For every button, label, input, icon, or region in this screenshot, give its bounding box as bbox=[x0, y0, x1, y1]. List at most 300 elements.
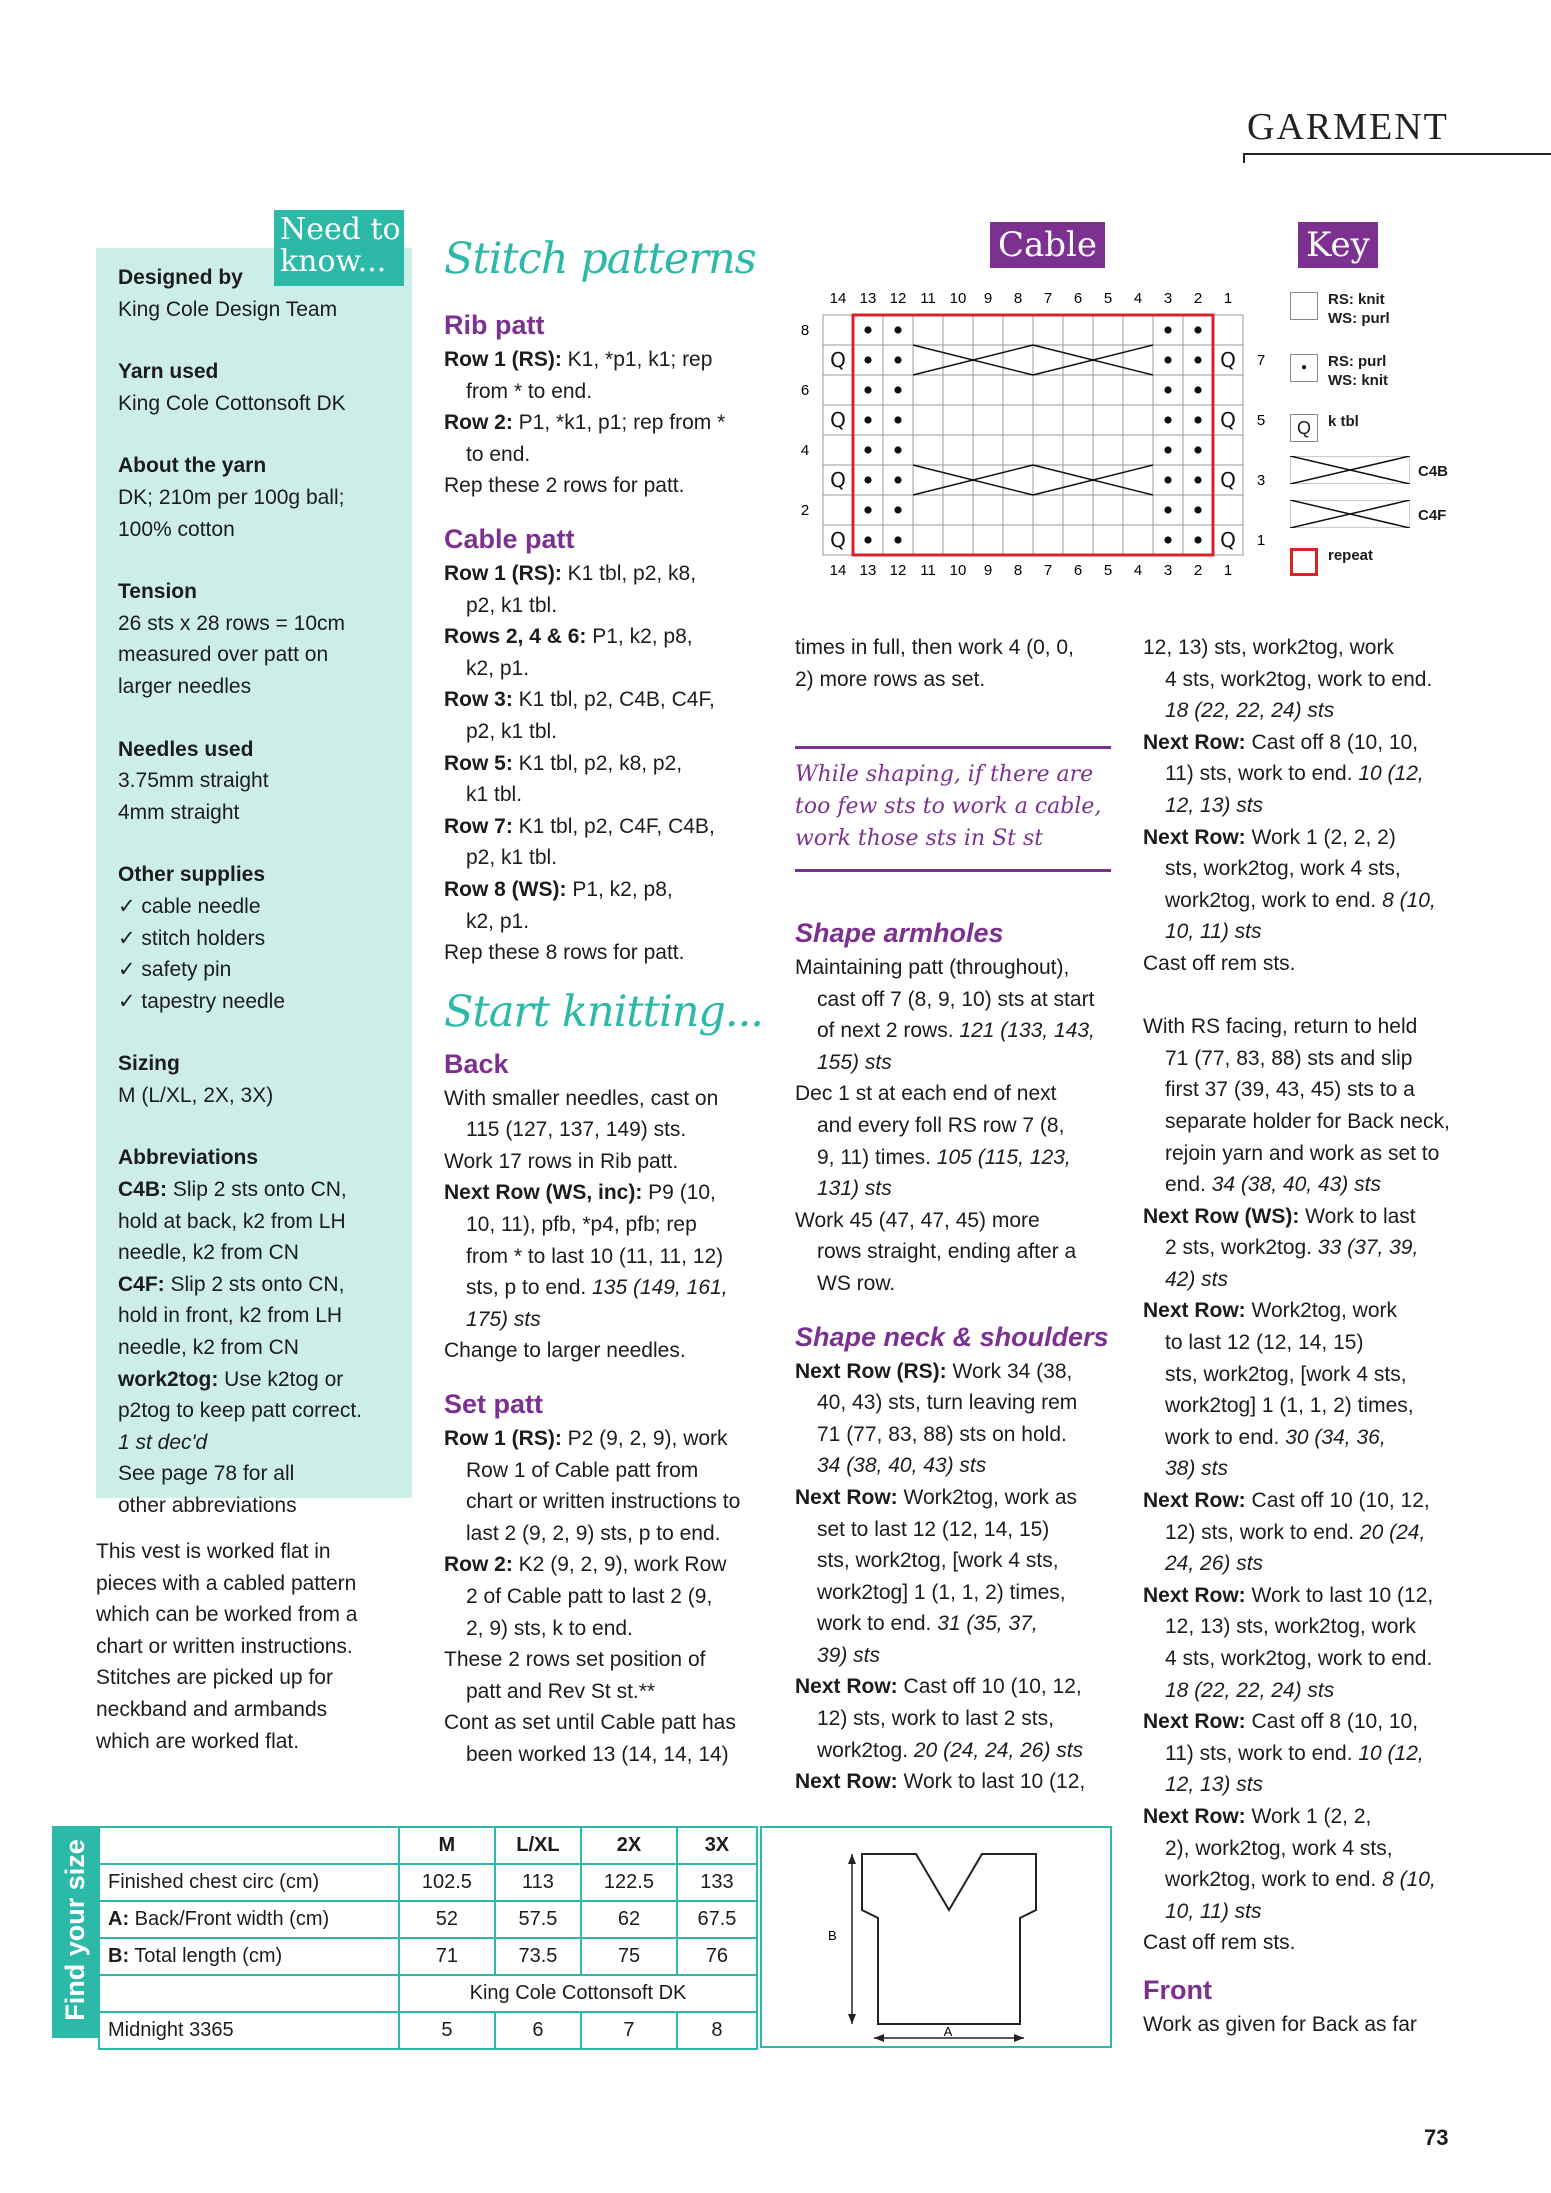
instruction-text: rejoin yarn and work as set to bbox=[1165, 1141, 1440, 1165]
chart-cell bbox=[823, 375, 853, 405]
row-label: Next Row: bbox=[1143, 1489, 1246, 1513]
instruction-text: With RS facing, return to held bbox=[1143, 1015, 1418, 1039]
abbr-c4f-label: C4F: bbox=[118, 1272, 165, 1296]
schematic-b-label: B bbox=[828, 1928, 837, 1943]
column-number: 9 bbox=[983, 562, 993, 579]
instruction-text: Work 1 (2, 2, bbox=[1245, 1804, 1372, 1828]
key-item bbox=[1290, 350, 1450, 390]
instruction-text: 71 (77, 83, 88) sts on hold. bbox=[817, 1422, 1067, 1446]
abbr-note: 1 st dec'd bbox=[118, 1430, 208, 1454]
key-text: C4F bbox=[1418, 507, 1447, 524]
pattern-paragraph bbox=[444, 1177, 779, 1335]
stitch-count: 10, 11) sts bbox=[1165, 920, 1262, 944]
purl-dot-icon bbox=[864, 446, 871, 453]
column-2 bbox=[444, 234, 779, 1771]
pattern-paragraph bbox=[1143, 1485, 1478, 1580]
pattern-paragraph bbox=[444, 1335, 779, 1367]
instruction-text bbox=[1143, 984, 1149, 1007]
column-number: 9 bbox=[983, 290, 993, 307]
instruction-text: p2, k1 tbl. bbox=[466, 719, 558, 743]
c4b-icon bbox=[1290, 456, 1410, 484]
row-label: Next Row (WS, inc): bbox=[444, 1181, 643, 1205]
purl-dot-icon bbox=[894, 506, 901, 513]
instruction-text: 9, 11) times. bbox=[817, 1145, 931, 1169]
purl-dot-icon bbox=[1194, 446, 1201, 453]
instruction-text: P1, k2, p8, bbox=[566, 877, 673, 901]
abbr-text: hold at back, k2 from LH bbox=[118, 1209, 346, 1233]
pattern-paragraph bbox=[1143, 822, 1478, 948]
instruction-text: 12, 13) sts, work2tog, work bbox=[1143, 636, 1394, 659]
pattern-paragraph bbox=[1143, 1927, 1478, 1959]
instruction-text: P9 (10, bbox=[642, 1181, 716, 1205]
abbreviations-heading: Abbreviations bbox=[118, 1146, 259, 1170]
chart-cell bbox=[1063, 525, 1093, 555]
pattern-paragraph bbox=[795, 1671, 1130, 1766]
stitch-count: 18 (22, 22, 24) sts bbox=[1165, 1678, 1335, 1702]
row-label: Next Row: bbox=[795, 1770, 898, 1794]
chart-cell bbox=[1093, 315, 1123, 345]
tension-line: 26 sts x 28 rows = 10cm bbox=[118, 611, 346, 635]
instruction-text: WS row. bbox=[817, 1271, 896, 1295]
chart-cell bbox=[1063, 375, 1093, 405]
column-number: 7 bbox=[1043, 562, 1053, 579]
key-item bbox=[1290, 288, 1450, 328]
designed-by-text: King Cole Design Team bbox=[118, 297, 338, 321]
tension-line: larger needles bbox=[118, 674, 252, 698]
row-label: Row 7: bbox=[444, 814, 513, 838]
purl-dot-icon bbox=[1164, 386, 1171, 393]
chart-cell bbox=[1033, 495, 1063, 525]
row-label: Next Row: bbox=[795, 1675, 898, 1699]
purl-dot-icon bbox=[1194, 356, 1201, 363]
row-label: Row 8 (WS): bbox=[444, 877, 567, 901]
intro-line: pieces with a cabled pattern bbox=[96, 1571, 357, 1595]
instruction-text: cast off 7 (8, 9, 10) sts at start bbox=[817, 987, 1095, 1011]
key-text: WS: knit bbox=[1328, 372, 1388, 389]
purl-dot-icon bbox=[1194, 326, 1201, 333]
stitch-count: 38) sts bbox=[1165, 1457, 1229, 1481]
repeat-box-icon bbox=[1290, 548, 1318, 576]
pattern-paragraph bbox=[444, 811, 779, 874]
column-4 bbox=[1143, 632, 1478, 2041]
stitch-count: 10, 11) sts bbox=[1165, 1899, 1262, 1923]
row-label: Row 1 (RS): bbox=[444, 348, 562, 371]
key-item bbox=[1290, 410, 1450, 450]
purl-dot-icon bbox=[1164, 446, 1171, 453]
pattern-paragraph bbox=[444, 1083, 779, 1146]
abbr-text: hold in front, k2 from LH bbox=[118, 1304, 343, 1328]
chart-cell bbox=[943, 375, 973, 405]
chart-cell bbox=[943, 315, 973, 345]
key-text: k tbl bbox=[1328, 413, 1359, 430]
key-text: WS: purl bbox=[1328, 310, 1390, 327]
row-label: Next Row: bbox=[1143, 1804, 1246, 1828]
purl-dot-icon bbox=[1164, 416, 1171, 423]
row-label-key: A: bbox=[108, 1907, 130, 1930]
stitch-count: 105 (115, 123, bbox=[930, 1145, 1071, 1169]
purl-dot-icon bbox=[864, 476, 871, 483]
cable-patt-text bbox=[444, 558, 779, 969]
rib-patt-heading: Rib patt bbox=[444, 310, 545, 340]
chart-cell bbox=[1123, 405, 1153, 435]
cell: 76 bbox=[677, 1938, 757, 1975]
row-label: Next Row: bbox=[1143, 730, 1246, 754]
needles-line: 3.75mm straight bbox=[118, 769, 269, 793]
chart-cell bbox=[1123, 495, 1153, 525]
purl-dot-icon bbox=[1194, 476, 1201, 483]
instruction-text: to end. bbox=[466, 442, 531, 466]
table-row bbox=[99, 1938, 757, 1975]
row-label: Next Row: bbox=[1143, 1710, 1246, 1734]
abbr-w2t bbox=[118, 1364, 392, 1396]
cell: 122.5 bbox=[581, 1864, 677, 1901]
pattern-paragraph bbox=[444, 621, 779, 684]
column-number: 3 bbox=[1163, 562, 1173, 579]
row-label bbox=[99, 1938, 399, 1975]
pattern-paragraph bbox=[444, 344, 779, 407]
instruction-text: work2tog, work to end. bbox=[1165, 1868, 1377, 1892]
chart-cell bbox=[1003, 495, 1033, 525]
pattern-paragraph bbox=[444, 1644, 779, 1707]
key-item bbox=[1290, 454, 1450, 494]
column-number: 6 bbox=[1073, 562, 1083, 579]
abbr-text: p2tog to keep patt correct. bbox=[118, 1399, 362, 1423]
cell: 113 bbox=[495, 1864, 581, 1901]
stitch-count: 20 (24, bbox=[1354, 1520, 1426, 1544]
instruction-text: With smaller needles, cast on bbox=[444, 1086, 719, 1110]
instruction-text: Work2tog, work bbox=[1245, 1299, 1398, 1323]
column-number: 4 bbox=[1133, 290, 1143, 307]
need-to-know-tab: Need to know... bbox=[274, 210, 404, 286]
chart-cell bbox=[1033, 375, 1063, 405]
cell: 62 bbox=[581, 1901, 677, 1938]
stitch-count: 24, 26) sts bbox=[1165, 1552, 1264, 1576]
column-number: 2 bbox=[1193, 290, 1203, 307]
purl-dot-icon bbox=[864, 326, 871, 333]
supplies-line: ✓ safety pin bbox=[118, 958, 232, 982]
tension-heading: Tension bbox=[118, 580, 197, 604]
key-text: repeat bbox=[1328, 547, 1374, 564]
ktbl-icon: Q bbox=[1290, 414, 1318, 442]
shape-neck-heading: Shape neck & shoulders bbox=[795, 1321, 1109, 1352]
pattern-paragraph bbox=[1143, 1706, 1478, 1801]
instruction-text: Rep these 2 rows for patt. bbox=[444, 474, 685, 498]
instruction-text: These 2 rows set position of bbox=[444, 1648, 706, 1672]
abbr-see: other abbreviations bbox=[118, 1494, 297, 1517]
purl-dot-icon bbox=[894, 356, 901, 363]
chart-cell bbox=[943, 435, 973, 465]
about-yarn-line: 100% cotton bbox=[118, 517, 235, 541]
chart-cell bbox=[943, 405, 973, 435]
row-label: Next Row: bbox=[795, 1485, 898, 1509]
pattern-paragraph bbox=[444, 874, 779, 937]
row-number: 4 bbox=[800, 442, 810, 459]
needles-heading: Needles used bbox=[118, 737, 254, 761]
column-number: 7 bbox=[1043, 290, 1053, 307]
row-number: 6 bbox=[800, 382, 810, 399]
instruction-text: 2 sts, work2tog. bbox=[1165, 1236, 1313, 1260]
ktbl-icon: Q bbox=[830, 408, 846, 432]
instruction-text: end. bbox=[1165, 1173, 1206, 1197]
ktbl-icon: Q bbox=[1220, 468, 1236, 492]
abbr-text: Slip 2 sts onto CN, bbox=[167, 1178, 347, 1202]
chart-cell bbox=[973, 495, 1003, 525]
col3-top-line: 2) more rows as set. bbox=[795, 667, 986, 691]
chart-cell bbox=[1093, 375, 1123, 405]
table-row bbox=[99, 1864, 757, 1901]
back-text bbox=[444, 1083, 779, 1367]
cell: 6 bbox=[495, 2012, 581, 2049]
stitch-count: 10 (12, bbox=[1352, 1741, 1424, 1765]
size-header-cell: M bbox=[399, 1827, 495, 1864]
purl-dot-icon bbox=[1194, 386, 1201, 393]
row-label-text: Back/Front width (cm) bbox=[129, 1907, 330, 1930]
back-heading: Back bbox=[444, 1048, 509, 1079]
section-rule bbox=[1243, 153, 1551, 155]
purl-dot-icon bbox=[1164, 326, 1171, 333]
instruction-text: K1 tbl, p2, k8, bbox=[561, 561, 697, 585]
column-number: 1 bbox=[1223, 290, 1233, 307]
column-3 bbox=[795, 632, 1130, 695]
column-number: 11 bbox=[920, 562, 936, 579]
yarn-used-text: King Cole Cottonsoft DK bbox=[118, 391, 346, 415]
instruction-text: from * to last 10 (11, 11, 12) bbox=[466, 1244, 724, 1268]
abbr-text: Use k2tog or bbox=[218, 1367, 344, 1391]
instruction-text: work to end. bbox=[817, 1612, 932, 1636]
instruction-text: first 37 (39, 43, 45) sts to a bbox=[1165, 1078, 1415, 1102]
chart-key bbox=[1290, 288, 1449, 588]
chart-cell bbox=[943, 495, 973, 525]
shape-armholes-heading: Shape armholes bbox=[795, 918, 1004, 948]
row-label: Next Row (WS): bbox=[1143, 1204, 1300, 1228]
instruction-text: and every foll RS row 7 (8, bbox=[817, 1113, 1065, 1137]
instruction-text: p2, k1 tbl. bbox=[466, 846, 558, 870]
instruction-text: 4 sts, work2tog, work to end. bbox=[1165, 667, 1433, 691]
chart-cell bbox=[943, 465, 973, 495]
cell: 71 bbox=[399, 1938, 495, 1975]
pattern-paragraph bbox=[795, 1482, 1130, 1672]
shaping-tip-box bbox=[795, 746, 1111, 872]
column-number: 8 bbox=[1013, 290, 1023, 307]
purl-dot-icon bbox=[1164, 536, 1171, 543]
cell: 75 bbox=[581, 1938, 677, 1975]
col3-top-line: times in full, then work 4 (0, 0, bbox=[795, 636, 1074, 659]
instruction-text: been worked 13 (14, 14, 14) bbox=[466, 1742, 729, 1766]
stitch-count: 18 (22, 22, 24) sts bbox=[1165, 699, 1335, 723]
instruction-text: 12, 13) sts, work2tog, work bbox=[1165, 1615, 1416, 1639]
instruction-text: 2, 9) sts, k to end. bbox=[466, 1616, 633, 1640]
row-number: 1 bbox=[1256, 532, 1266, 549]
chart-cell bbox=[1033, 435, 1063, 465]
instruction-text: Work to last bbox=[1299, 1204, 1416, 1228]
col4-text bbox=[1143, 632, 1478, 1959]
row-label: Rows 2, 4 & 6: bbox=[444, 625, 587, 649]
column-number: 3 bbox=[1163, 290, 1173, 307]
instruction-text: k2, p1. bbox=[466, 909, 530, 933]
ktbl-icon: Q bbox=[1220, 348, 1236, 372]
stitch-count: 175) sts bbox=[466, 1307, 541, 1331]
chart-cell bbox=[1093, 465, 1123, 495]
column-number: 8 bbox=[1013, 562, 1023, 579]
chart-cell bbox=[973, 465, 1003, 495]
start-knitting-title: Start knitting... bbox=[444, 986, 763, 1037]
key-text: C4B bbox=[1418, 463, 1449, 480]
instruction-text: k2, p1. bbox=[466, 656, 530, 680]
purl-dot-icon bbox=[1194, 536, 1201, 543]
ktbl-icon: Q bbox=[830, 468, 846, 492]
stitch-count: 10 (12, bbox=[1352, 762, 1424, 786]
set-patt-text bbox=[444, 1423, 779, 1771]
chart-cell bbox=[1093, 405, 1123, 435]
instruction-text: 2 of Cable patt to last 2 (9, bbox=[466, 1585, 713, 1608]
cell: 73.5 bbox=[495, 1938, 581, 1975]
chart-cell bbox=[1213, 495, 1243, 525]
chart-cell bbox=[1213, 375, 1243, 405]
chart-cell bbox=[913, 495, 943, 525]
garment-schematic bbox=[760, 1826, 1112, 2048]
front-text: Work as given for Back as far bbox=[1143, 2012, 1417, 2036]
instruction-text: Work 17 rows in Rib patt. bbox=[444, 1149, 679, 1173]
instruction-text: 11) sts, work to end. bbox=[1165, 1741, 1353, 1765]
row-label: Row 3: bbox=[444, 688, 513, 712]
ktbl-icon: Q bbox=[1220, 408, 1236, 432]
stitch-count: 155) sts bbox=[817, 1050, 892, 1074]
chart-cell bbox=[913, 315, 943, 345]
chart-cell bbox=[943, 525, 973, 555]
instruction-text: 11) sts, work to end. bbox=[1165, 762, 1353, 786]
purl-dot-icon bbox=[1194, 506, 1201, 513]
yarn-header: King Cole Cottonsoft DK bbox=[399, 1975, 757, 2012]
abbr-c4b bbox=[118, 1174, 392, 1206]
column-number: 13 bbox=[859, 562, 877, 579]
supplies-heading: Other supplies bbox=[118, 863, 266, 887]
row-label-key: B: bbox=[108, 1944, 130, 1967]
pattern-paragraph bbox=[444, 558, 779, 621]
instruction-text: to last 12 (12, 14, 15) bbox=[1165, 1331, 1364, 1355]
chart-cell bbox=[823, 315, 853, 345]
pattern-paragraph bbox=[795, 1766, 1130, 1798]
vest-outline bbox=[862, 1854, 1036, 2024]
instruction-text: Cast off 10 (10, 12, bbox=[1245, 1489, 1430, 1513]
instruction-text: 4 sts, work2tog, work to end. bbox=[1165, 1647, 1433, 1670]
stitch-count: 12, 13) sts bbox=[1165, 1773, 1264, 1797]
instruction-text: rows straight, ending after a bbox=[817, 1240, 1077, 1264]
row-number: 5 bbox=[1256, 412, 1266, 429]
instruction-text: K1 tbl, p2, k8, p2, bbox=[512, 751, 683, 775]
instruction-text: Work to last 10 (12, bbox=[897, 1770, 1086, 1794]
row-label: Midnight 3365 bbox=[99, 2012, 399, 2049]
row-label-text: Total length (cm) bbox=[129, 1944, 283, 1967]
row-number: 8 bbox=[800, 322, 810, 339]
instruction-text: Cont as set until Cable patt has bbox=[444, 1711, 736, 1735]
ktbl-icon: Q bbox=[830, 528, 846, 552]
instruction-text: Work to last 10 (12, bbox=[1245, 1583, 1434, 1607]
size-header-cell: L/XL bbox=[495, 1827, 581, 1864]
instruction-text: Dec 1 st at each end of next bbox=[795, 1082, 1057, 1106]
row-label: Row 1 (RS): bbox=[444, 1427, 562, 1451]
chart-cell bbox=[1093, 495, 1123, 525]
pattern-paragraph bbox=[1143, 980, 1478, 1012]
stitch-count: 42) sts bbox=[1165, 1267, 1229, 1291]
section-rule-tick bbox=[1243, 153, 1245, 163]
stitch-count: 131) sts bbox=[817, 1177, 892, 1201]
row-label: Row 2: bbox=[444, 411, 513, 435]
chart-cell bbox=[1213, 315, 1243, 345]
chart-cell bbox=[1213, 435, 1243, 465]
tension-line: measured over patt on bbox=[118, 643, 329, 667]
pattern-paragraph bbox=[795, 1205, 1130, 1300]
stitch-count: 20 (24, 24, 26) sts bbox=[908, 1738, 1084, 1762]
instruction-text: work2tog] 1 (1, 1, 2) times, bbox=[817, 1580, 1066, 1604]
row-number: 7 bbox=[1256, 352, 1266, 369]
purl-dot-icon bbox=[864, 506, 871, 513]
abbr-text: Slip 2 sts onto CN, bbox=[164, 1272, 345, 1296]
pattern-paragraph bbox=[1143, 1580, 1478, 1706]
neck-text bbox=[795, 1356, 1130, 1798]
stitch-count: 39) sts bbox=[817, 1643, 881, 1667]
instruction-text: P1, *k1, p1; rep from * bbox=[512, 411, 726, 435]
pattern-paragraph bbox=[444, 748, 779, 811]
front-heading: Front bbox=[1143, 1974, 1212, 2005]
intro-line: which can be worked from a bbox=[96, 1603, 358, 1627]
stitch-count: 8 (10, bbox=[1376, 1868, 1436, 1892]
abbr-text: needle, k2 from CN bbox=[118, 1336, 299, 1360]
instruction-text: 10, 11), pfb, *p4, pfb; rep bbox=[466, 1213, 697, 1237]
column-number: 12 bbox=[889, 562, 907, 579]
instruction-text: 12) sts, work to last 2 sts, bbox=[817, 1707, 1054, 1731]
instruction-text: Cast off 10 (10, 12, bbox=[897, 1675, 1082, 1699]
schematic-drawing bbox=[762, 1828, 1110, 2046]
instruction-text: p2, k1 tbl. bbox=[466, 593, 558, 617]
pattern-paragraph bbox=[795, 952, 1130, 1078]
stitch-count: 12, 13) sts bbox=[1165, 793, 1264, 817]
supplies-line: ✓ cable needle bbox=[118, 894, 261, 918]
pattern-paragraph bbox=[1143, 1201, 1478, 1296]
chart-cell bbox=[823, 495, 853, 525]
cell-empty bbox=[99, 1975, 399, 2012]
chart-cell bbox=[913, 435, 943, 465]
stitch-count: 34 (38, 40, 43) sts bbox=[817, 1454, 987, 1478]
abbr-text: needle, k2 from CN bbox=[118, 1241, 299, 1265]
chart-cell bbox=[1003, 405, 1033, 435]
chart-cell bbox=[973, 375, 1003, 405]
chart-cell bbox=[1063, 315, 1093, 345]
column-number: 10 bbox=[949, 562, 967, 579]
pattern-paragraph bbox=[444, 1423, 779, 1549]
instruction-text: Work 34 (38, bbox=[946, 1359, 1073, 1383]
stitch-count: 135 (149, 161, bbox=[586, 1276, 728, 1300]
chart-cell bbox=[1123, 315, 1153, 345]
column-number: 5 bbox=[1103, 562, 1113, 579]
instruction-text: Cast off rem sts. bbox=[1143, 1931, 1296, 1955]
instruction-text: sts, work2tog, [work 4 sts, bbox=[817, 1549, 1059, 1573]
cell: 57.5 bbox=[495, 1901, 581, 1938]
chart-cell bbox=[1003, 435, 1033, 465]
purl-dot-icon bbox=[864, 536, 871, 543]
table-row bbox=[99, 1901, 757, 1938]
column-number: 5 bbox=[1103, 290, 1113, 307]
chart-cell bbox=[1003, 375, 1033, 405]
section-title: GARMENT bbox=[1247, 106, 1449, 148]
pattern-paragraph bbox=[1143, 1295, 1478, 1485]
ktbl-icon: Q bbox=[830, 348, 846, 372]
instruction-text: K2 (9, 2, 9), work Row bbox=[512, 1553, 727, 1577]
chart-cell bbox=[973, 525, 1003, 555]
pattern-paragraph bbox=[444, 1549, 779, 1644]
armholes-text bbox=[795, 952, 1130, 1300]
chart-cell bbox=[1063, 435, 1093, 465]
chart-cell bbox=[1033, 315, 1063, 345]
